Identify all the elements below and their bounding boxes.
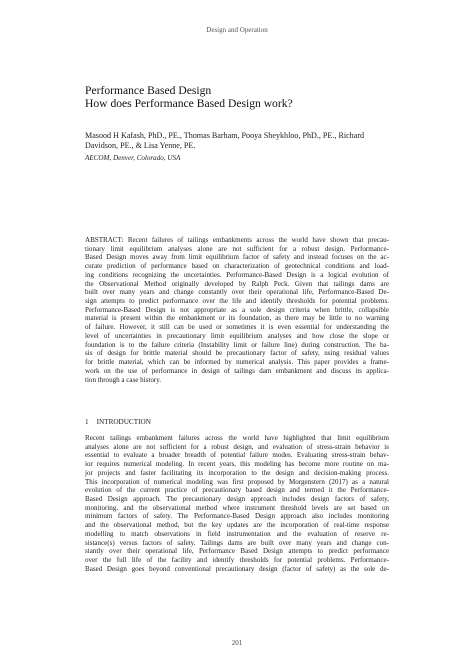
abstract-line: tionary limit equilibrium analyses alone are not sufficient for a robust design. Performance-: [85, 244, 389, 253]
affiliation: AECOM, Denver, Colorado, USA: [85, 154, 181, 162]
body-line: evolution of the current practice of precautionary based design and termed it the Performance-: [85, 486, 389, 495]
authors-line-1: Masood H Kafash, PhD., PE., Thomas Barham, Pooya Sheykhloo, PhD., PE., Richard: [85, 131, 365, 140]
abstract-line: tion through a case history.: [85, 375, 162, 384]
abstract-line: the Observational Method originally developed by Ralph Peck. Given that tailings dams are: [85, 279, 389, 288]
running-head: Design and Operation: [206, 26, 268, 34]
abstract-line: ABSTRACT: Recent failures of tailings embankments across the world have shown that precau-: [85, 236, 389, 244]
body-line: ior requires numerical modeling. In recent years, this modeling has become more routine on ma-: [85, 460, 389, 469]
abstract-line: material is present within the embankment or its foundation, as there may be little to no warning: [85, 314, 389, 323]
body-line: analyses alone are not sufficient for a robust design, and evaluation of stress-strain behavior is: [85, 442, 389, 451]
abstract-line: work on the use of performance in design of tailings dam embankment and discuss its applica-: [85, 366, 389, 375]
body-line: monitoring, and the observational method where instrument threshold levels are set based on: [85, 503, 389, 512]
abstract-line: built over many years and change constantly over their operational life, Performance-Based De-: [85, 288, 389, 297]
body-line: Recent tailings embankment failures across the world have highlighted that limit equilibrium: [85, 434, 389, 442]
body-line: sistance(s) versus factors of safety. Tailings dams are built over many years and change con-: [85, 538, 389, 547]
body-line: stantly over their operational life, Performance Based Design attempts to predict performance: [85, 547, 389, 556]
author-list: [85, 131, 405, 151]
body-line: essential to evaluate a broader breadth of potential failure modes. Evaluating stress-strain behav-: [85, 451, 389, 460]
page-number: 201: [231, 639, 243, 647]
section-number: 1: [85, 418, 89, 426]
paper-title: [85, 84, 425, 110]
abstract-line: ing conditions recognizing the uncertainties. Performance-Based Design is a logical evolution of: [85, 270, 389, 279]
body-line: jor projects and faster facilitating its incorporation to the design and decision-making process.: [85, 468, 389, 477]
abstract-line: foundation is to the failure criteria (Instability limit or failure line) during construction. The ba-: [85, 340, 389, 349]
section-heading: [85, 418, 159, 426]
abstract: [85, 236, 389, 384]
body-line: Based Design approach. The precautionary design approach includes design factors of safety,: [85, 495, 389, 504]
abstract-line: for brittle material, which can be informed by numerical analysis. This paper provides a frame-: [85, 358, 389, 367]
abstract-line: sign attempts to predict performance over the life and identify thresholds for potential problems.: [85, 297, 389, 306]
body-line: minimum factors of safety. The Performance-Based Design approach also includes monitoring: [85, 512, 389, 521]
body-line: This incorporation of numerical modeling was first proposed by Morgenstern (2017) as a natural: [85, 477, 389, 486]
title-line-1: Performance Based Design: [85, 84, 212, 97]
body-line: modelling to match observations in field instrumentation and the evaluation of reserve re-: [85, 529, 389, 538]
abstract-line: Based Design moves away from limit equilibrium factor of safety and instead focuses on the ac-: [85, 253, 389, 262]
abstract-line: curate prediction of performance based on characterization of geotechnical conditions and load-: [85, 262, 389, 271]
abstract-line: of failure. However, it still can be used or sometimes it is even essential for understanding the: [85, 323, 389, 332]
introduction-body: [85, 434, 389, 574]
authors-line-2: Davidson, PE., & Lisa Yenne, PE.: [85, 141, 196, 151]
abstract-line: level of uncertainties in precautionary limit equilibrium analyses and how close the slope or: [85, 331, 389, 340]
body-line: over the full life of the facility and identify thresholds for potential problems. Performance-: [85, 556, 389, 565]
title-line-2: How does Performance Based Design work?: [85, 97, 293, 110]
abstract-line: sis of design for brittle material should be precautionary factor of safety, using residual values: [85, 349, 389, 358]
body-line: Based Design goes beyond conventional precautionary design (factor of safety) as the sole de-: [85, 564, 389, 573]
body-line: and the observational method, but the key updates are the incorporation of real-time response: [85, 521, 389, 530]
abstract-line: Performance-Based Design is not appropriate as a sole design criteria when brittle, collapsible: [85, 305, 389, 314]
section-title: INTRODUCTION: [96, 418, 151, 426]
